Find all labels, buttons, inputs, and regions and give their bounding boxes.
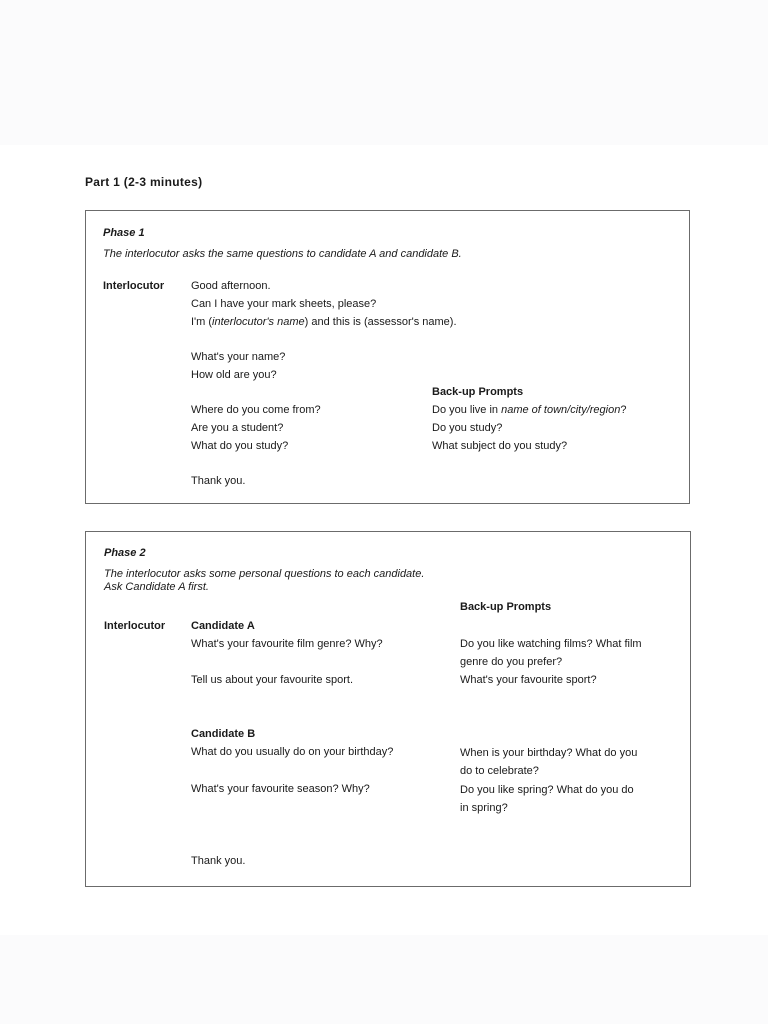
backup-live-post: ?	[620, 404, 627, 416]
candidate-b-prompt2-line1: Do you like spring? What do you do	[460, 784, 634, 796]
candidate-a-prompt1-line1: Do you like watching films? What film	[460, 638, 642, 650]
candidate-a-q2: Tell us about your favourite sport.	[191, 674, 354, 686]
backup-prompt-subject: What subject do you study?	[432, 440, 568, 452]
phase1-instruction: The interlocutor asks the same questions to candidate A and candidate B.	[103, 248, 462, 260]
intro-line	[191, 315, 457, 329]
intro-post: ) and this is (assessor's name).	[304, 316, 457, 328]
phase2-title: Phase 2	[104, 547, 146, 559]
intro-name: interlocutor's name	[212, 316, 305, 328]
phase2-thanks: Thank you.	[191, 855, 246, 867]
candidate-a-prompt1-line2: genre do you prefer?	[460, 656, 563, 668]
question-student: Are you a student?	[191, 422, 284, 434]
phase2-backup-heading: Back-up Prompts	[460, 601, 552, 613]
question-age: How old are you?	[191, 369, 277, 381]
phase1-backup-heading: Back-up Prompts	[432, 386, 524, 398]
candidate-b-prompt1-line1: When is your birthday? What do you	[460, 747, 638, 759]
mark-sheets-line: Can I have your mark sheets, please?	[191, 298, 377, 310]
question-name: What's your name?	[191, 351, 286, 363]
candidate-b-q2: What's your favourite season? Why?	[191, 783, 370, 795]
intro-pre: I'm (	[191, 316, 213, 328]
phase2-box	[85, 531, 691, 887]
backup-prompt-live	[432, 403, 626, 417]
phase1-box	[85, 210, 690, 504]
candidate-b-prompt1-line2: do to celebrate?	[460, 765, 539, 777]
phase1-thanks: Thank you.	[191, 475, 246, 487]
phase2-instruction-1: The interlocutor asks some personal questions to each candidate.	[104, 568, 425, 580]
candidate-b-prompt2-line2: in spring?	[460, 802, 508, 814]
backup-prompt-study: Do you study?	[432, 422, 503, 434]
backup-live-pre: Do you live in	[432, 404, 502, 416]
phase1-role-label: Interlocutor	[103, 280, 165, 292]
question-study: What do you study?	[191, 440, 289, 452]
candidate-b-q1: What do you usually do on your birthday?	[191, 746, 394, 758]
part-title: Part 1 (2-3 minutes)	[85, 175, 203, 189]
candidate-b-label: Candidate B	[191, 728, 256, 740]
candidate-a-label: Candidate A	[191, 620, 255, 632]
backup-live-em: name of town/city/region	[501, 404, 621, 416]
phase2-role-label: Interlocutor	[104, 620, 166, 632]
phase1-title: Phase 1	[103, 227, 145, 239]
candidate-a-q1: What's your favourite film genre? Why?	[191, 638, 383, 650]
greeting-line: Good afternoon.	[191, 280, 271, 292]
candidate-a-prompt2: What's your favourite sport?	[460, 674, 597, 686]
question-origin: Where do you come from?	[191, 404, 321, 416]
phase2-instruction-2: Ask Candidate A first.	[104, 581, 209, 593]
